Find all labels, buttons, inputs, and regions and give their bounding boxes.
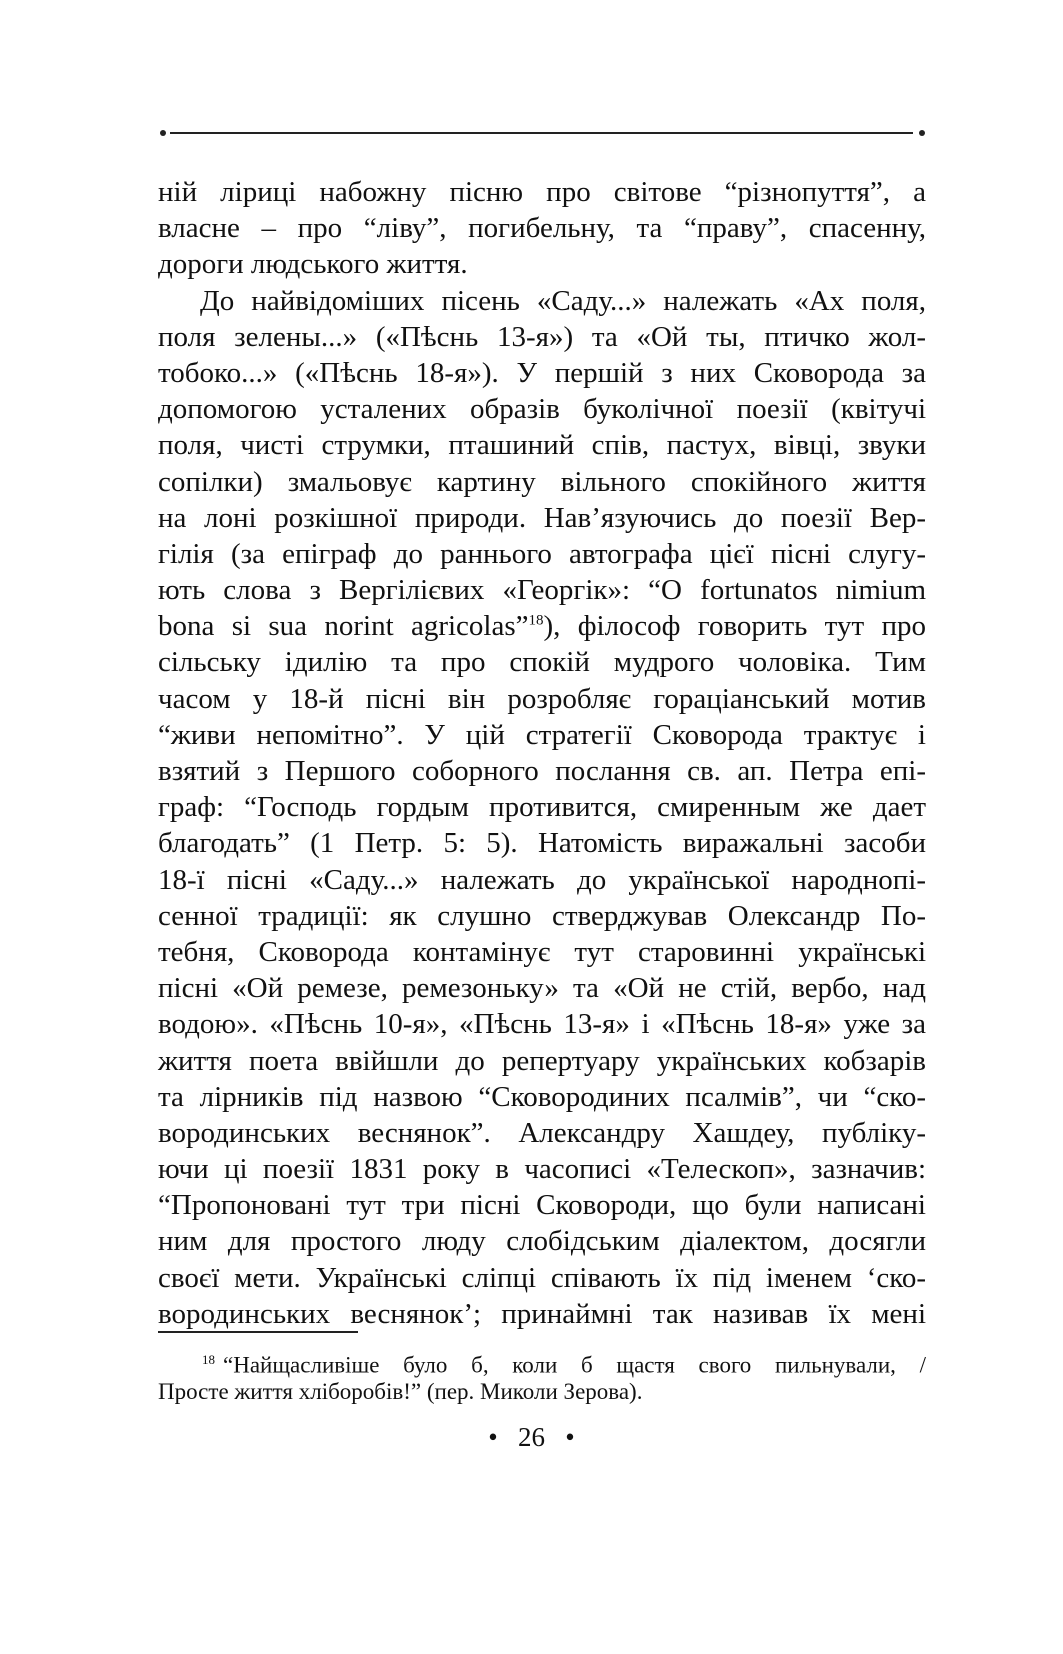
text-fragment: bona si sua norint agricolas” (158, 610, 529, 643)
text-line: тобоко...» («Пѣснь 18-я»). У першій з них Сковорода за (158, 356, 926, 389)
header-dot-right (919, 130, 925, 136)
text-line: ним для простого люду слобідським діалектом, досягли (158, 1225, 926, 1258)
text-line: дороги людського життя. (158, 248, 468, 281)
footnote (158, 1344, 926, 1408)
footnote-number: 18 (202, 1352, 215, 1367)
text-line: взятий з Першого соборного послання св. ап. Петра епі- (158, 755, 926, 787)
text-line: допомогою усталених образів буколічної поезії (квітучі (158, 393, 926, 426)
text-line: сільську ідилію та про спокій мудрого чоловіка. Тим (158, 646, 926, 679)
footnote-text: “Найщасливіше було б, коли б щастя свого пильнували, / (223, 1352, 926, 1378)
page-number (0, 1422, 1063, 1453)
text-line: сопілки) змальовує картину вільного спокійного життя (158, 465, 926, 498)
page-bullet: • (565, 1422, 575, 1452)
text-line: водою». «Пѣснь 10-я», «Пѣснь 13-я» і «Пѣснь 18-я» уже за (158, 1008, 926, 1041)
text-line: благодать” (1 Петр. 5: 5). Натомість виражальні засоби (158, 827, 926, 860)
header-rule (170, 132, 913, 134)
page-bullet: • (488, 1422, 498, 1452)
text-line: 18-ї пісні «Саду...» належать до української народнопі- (158, 863, 926, 896)
text-line: “живи непомітно”. У цій стратегії Сковорода трактує і (158, 718, 926, 751)
text-line: вородинських веснянок”. Александру Хашдеу, публіку- (158, 1116, 926, 1149)
text-line: ючи ці поезії 1831 року в часописі «Телескоп», зазначив: (158, 1153, 926, 1186)
text-line: на лоні розкішної природи. Нав’язуючись до поезії Вер- (158, 501, 926, 534)
text-line: граф: “Господь гордым противится, смиренным же дает (158, 791, 926, 824)
footnote-line (158, 1344, 926, 1376)
text-line: поля, чисті струмки, пташиний спів, пастух, вівці, звуки (158, 429, 926, 462)
footnote-reference[interactable]: 18 (528, 612, 544, 629)
text-line: поля зелены...» («Пѣснь 13-я») та «Ой ты, птичко жол- (158, 320, 926, 353)
footnote-line: Просте життя хліборобів!” (пер. Миколи Зерова). (158, 1379, 643, 1404)
text-line: життя поета ввійшли до репертуару українських кобзарів (158, 1044, 926, 1077)
text-line: “Пропоновані тут три пісні Сковороди, що були написані (158, 1189, 926, 1222)
text-line: гілія (за епіграф до раннього автографа цієї пісні слугу- (158, 537, 926, 570)
header-dot-left (160, 130, 166, 136)
text-line: часом у 18-й пісні він розробляє гораціанський мотив (158, 682, 926, 715)
text-line: До найвідоміших пісень «Саду...» належать «Ах поля, (200, 284, 926, 317)
body-text (158, 174, 926, 1332)
text-line: своєї мети. Українські сліпці співають їх під іменем ‘ско- (158, 1261, 926, 1294)
text-line (158, 608, 926, 644)
text-line: ній ліриці набожну пісню про світове “різнопуття”, а (158, 176, 926, 208)
text-line: сенної традиції: як слушно стверджував Олександр По- (158, 899, 926, 932)
text-line: та лірників під назвою “Сковородиних псалмів”, чи “ско- (158, 1080, 926, 1113)
text-fragment: ), філософ говорить тут про (543, 610, 926, 643)
text-line: вородинських веснянок’; принаймні так називав їх мені (158, 1297, 926, 1330)
text-line: ють слова з Вергілієвих «Георгік»: “O fortunatos nimium (158, 574, 926, 607)
text-line: пісні «Ой ремезе, ремезоньку» та «Ой не стій, вербо, над (158, 972, 926, 1005)
text-line: власне – про “ліву”, погибельну, та “праву”, спасенну, (158, 212, 926, 245)
text-line: тебня, Сковорода контамінує тут старовинні українські (158, 935, 926, 968)
page-number-value: 26 (518, 1422, 545, 1452)
footnote-rule (158, 1331, 358, 1333)
